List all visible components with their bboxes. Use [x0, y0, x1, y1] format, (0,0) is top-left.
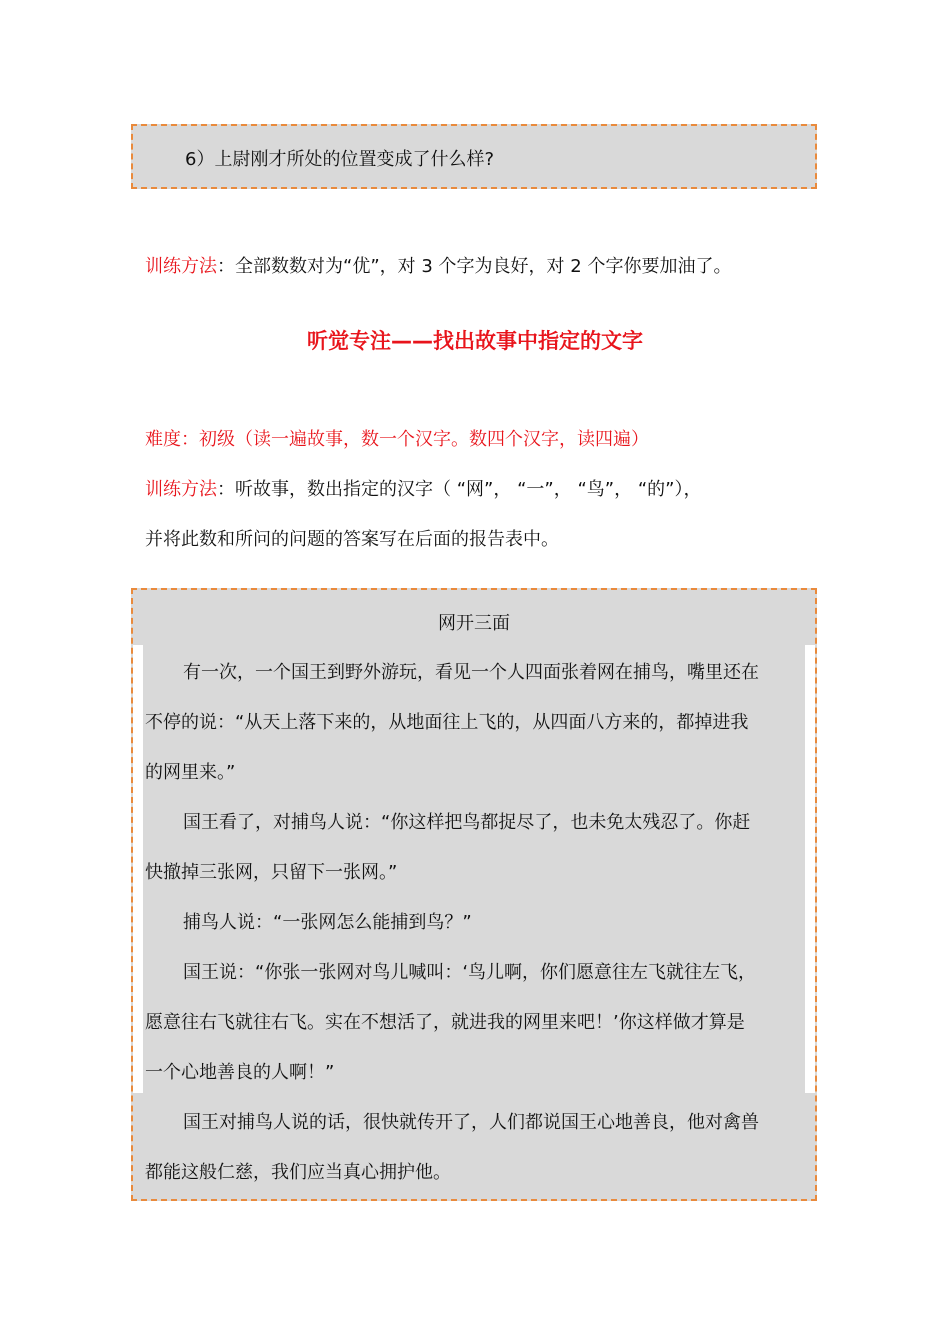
story-line: 的网里来。”: [145, 762, 236, 783]
story-box: [131, 588, 817, 1201]
story-line: 捕鸟人说：“一张网怎么能捕到鸟？”: [183, 912, 472, 933]
story-line: 有一次，一个国王到野外游玩，看见一个人四面张着网在捕鸟，嘴里还在: [183, 662, 759, 683]
story-line: 愿意往右飞就往右飞。实在不想活了，就进我的网里来吧！’你这样做才算是: [145, 1012, 745, 1033]
margin-bar-left: [133, 645, 143, 1093]
section-title: 听觉专注——找出故事中指定的文字: [307, 329, 643, 353]
training-method-label: 训练方法: [145, 256, 217, 277]
training-method-1: [145, 254, 731, 280]
story-line: 不停的说：“从天上落下来的，从地面往上飞的，从四面八方来的，都掉进我: [145, 712, 749, 733]
story-line: 都能这般仁慈，我们应当真心拥护他。: [145, 1162, 451, 1183]
training-method-2: [145, 477, 702, 503]
question-6-text: 6）上尉刚才所处的位置变成了什么样?: [185, 149, 495, 170]
training-method-text: ：听故事，数出指定的汉字（ “网”， “一”， “鸟”， “的”），: [217, 479, 702, 500]
story-title: 网开三面: [438, 613, 510, 634]
training-method-label: 训练方法: [145, 479, 217, 500]
training-method-text: ：全部数数对为“优”，对 3 个字为良好，对 2 个字你要加油了。: [217, 256, 732, 277]
story-line: 国王对捕鸟人说的话，很快就传开了，人们都说国王心地善良，他对禽兽: [183, 1112, 759, 1133]
story-line: 国王说：“你张一张网对鸟儿喊叫：‘鸟儿啊，你们愿意往左飞就往左飞，: [183, 962, 757, 983]
margin-bar-right: [805, 645, 815, 1093]
story-line: 快撤掉三张网，只留下一张网。”: [145, 862, 398, 883]
difficulty-line: 难度：初级（读一遍故事，数一个汉字。数四个汉字，读四遍）: [145, 429, 649, 450]
training-method-2-continued: 并将此数和所问的问题的答案写在后面的报告表中。: [145, 529, 559, 550]
story-line: 国王看了，对捕鸟人说：“你这样把鸟都捉尽了，也未免太残忍了。你赶: [183, 812, 751, 833]
question-6-box: [131, 124, 817, 189]
story-line: 一个心地善良的人啊！”: [145, 1062, 335, 1083]
